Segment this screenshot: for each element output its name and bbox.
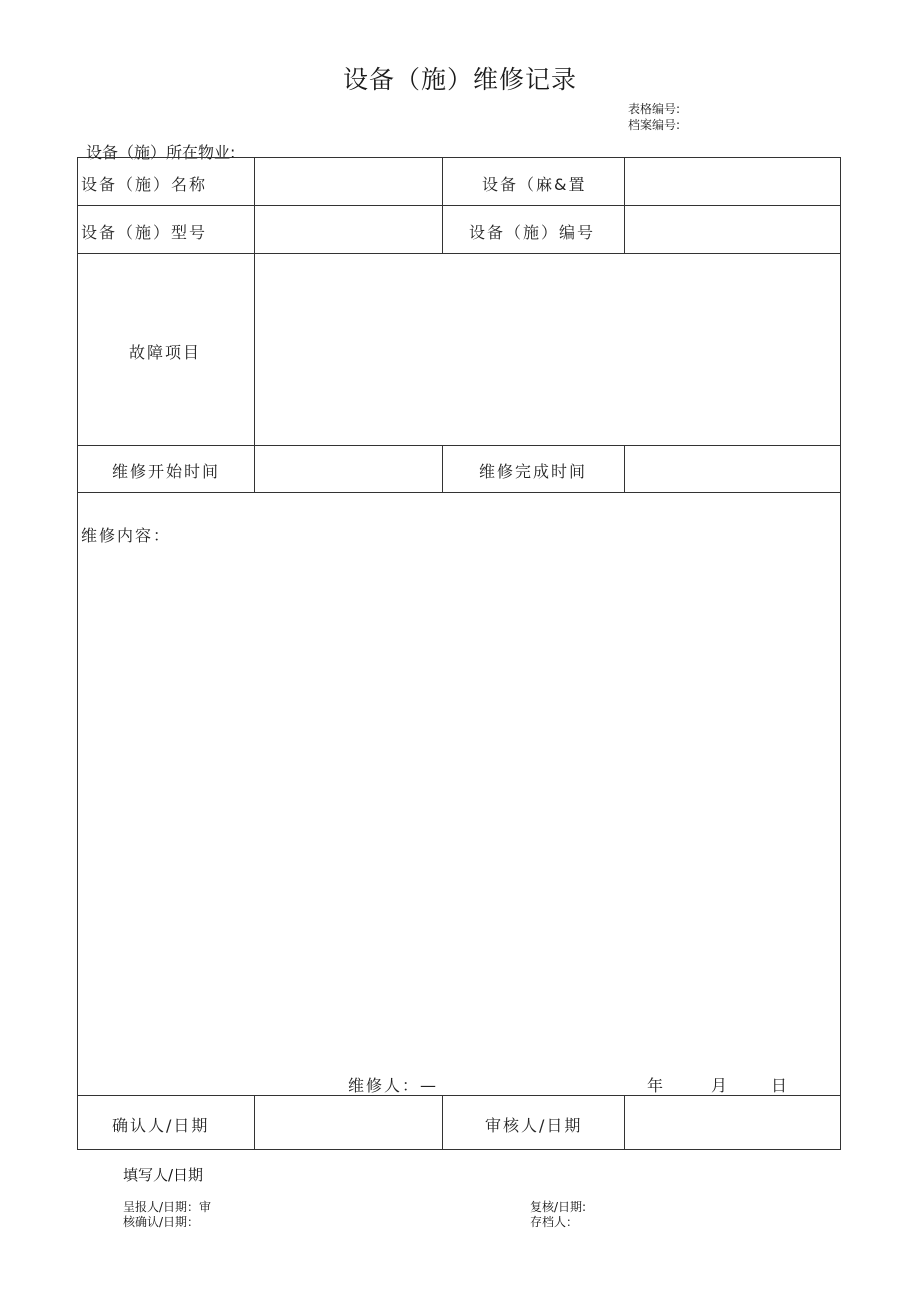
column-divider [624, 158, 625, 254]
column-divider [254, 1096, 255, 1150]
page-title: 设备（施）维修记录 [342, 65, 577, 94]
recheck-date-label: 复核/日期: [530, 1200, 587, 1214]
column-divider [442, 446, 443, 493]
equipment-model-label: 设备（施）型号 [81, 223, 208, 242]
date-day-label: 日 [771, 1076, 790, 1095]
column-divider [442, 1096, 443, 1150]
row-divider [78, 205, 840, 206]
reviewer-date-label: 审核人/日期 [485, 1116, 583, 1135]
row-divider [78, 445, 840, 446]
row-divider [78, 492, 840, 493]
confirm-date-label: 核确认/日期： [123, 1215, 200, 1229]
column-divider [442, 158, 443, 254]
column-divider [624, 446, 625, 493]
repair-record-table [77, 157, 841, 1150]
reporter-date-label: 呈报人/日期：审 [123, 1200, 212, 1214]
date-year-label: 年 [647, 1076, 666, 1095]
location-label: 设备（施）所在物业: [86, 143, 236, 162]
confirmer-date-label: 确认人/日期 [112, 1116, 210, 1135]
repair-start-time-label: 维修开始时间 [112, 462, 221, 481]
filler-date-label: 填写人/日期 [123, 1166, 204, 1184]
equipment-number-label: 设备（施）编号 [469, 223, 596, 242]
repair-finish-time-label: 维修完成时间 [479, 462, 588, 481]
archive-number-label: 档案编号: [628, 118, 681, 132]
form-number-label: 表格编号: [628, 102, 681, 116]
repairer-label: 维修人：— [348, 1076, 439, 1095]
row-divider [78, 253, 840, 254]
fault-item-label: 故障项目 [129, 343, 202, 362]
date-month-label: 月 [711, 1076, 730, 1095]
repair-content-label: 维修内容： [81, 526, 172, 545]
column-divider [624, 1096, 625, 1150]
equipment-name-label: 设备（施）名称 [81, 175, 208, 194]
column-divider [254, 158, 255, 493]
equipment-position-label: 设备（麻&置 [482, 175, 587, 194]
archiver-label: 存档人： [530, 1215, 579, 1229]
